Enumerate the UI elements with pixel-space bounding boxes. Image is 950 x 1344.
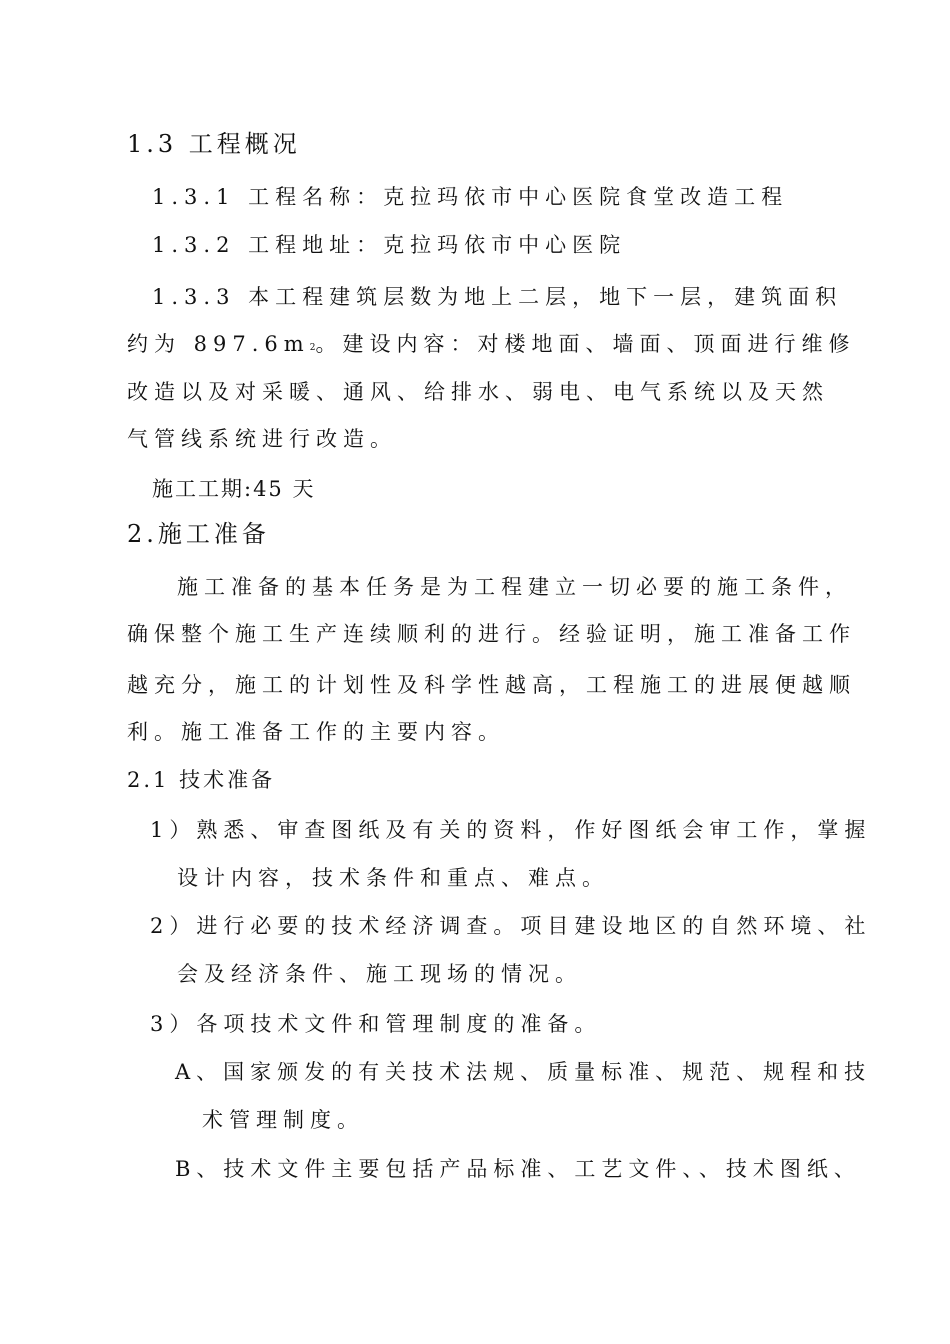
para-2-line-3: 越充分，施工的计划性及科学性越高，工程施工的进展便越顺 bbox=[127, 673, 856, 697]
para-2-line-2: 确保整个施工生产连续顺利的进行。经验证明，施工准备工作 bbox=[127, 622, 856, 646]
list-item-1-line-1: 1）熟悉、审查图纸及有关的资料，作好图纸会审工作，掌握 bbox=[150, 818, 872, 842]
list-item-3-line-1: 3）各项技术文件和管理制度的准备。 bbox=[150, 1012, 602, 1036]
item-1-3-3-line-3: 改造以及对采暖、通风、给排水、弱电、电气系统以及天然 bbox=[127, 380, 829, 404]
item-1-3-1: 1.3.1 工程名称：克拉玛依市中心医院食堂改造工程 bbox=[152, 185, 789, 209]
section-heading-1-3: 1.3 工程概况 bbox=[127, 130, 301, 158]
item-1-3-3-line-4: 气管线系统进行改造。 bbox=[127, 427, 397, 451]
item-1-3-3-area-superscript: 2 bbox=[309, 343, 316, 353]
list-item-2-line-2: 会及经济条件、施工现场的情况。 bbox=[177, 962, 582, 986]
para-2-line-4: 利。施工准备工作的主要内容。 bbox=[127, 720, 505, 744]
list-item-B-line-1: B、技术文件主要包括产品标准、工艺文件、、技术图纸、 bbox=[175, 1157, 861, 1181]
construction-period: 施工工期:45 天 bbox=[152, 477, 316, 501]
item-1-3-3-line-1: 1.3.3 本工程建筑层数为地上二层，地下一层，建筑面积 bbox=[152, 285, 843, 309]
item-1-3-2: 1.3.2 工程地址：克拉玛依市中心医院 bbox=[152, 233, 627, 257]
item-1-3-3-area-text: 约为 897.6m bbox=[127, 332, 310, 356]
section-heading-2-1: 2.1 技术准备 bbox=[127, 768, 276, 792]
para-2-line-1: 施工准备的基本任务是为工程建立一切必要的施工条件， bbox=[177, 575, 852, 599]
item-1-3-3-scope-text: 。建设内容：对楼地面、墙面、顶面进行维修 bbox=[315, 332, 856, 356]
section-heading-2: 2.施工准备 bbox=[127, 520, 270, 548]
item-1-3-3-line-2 bbox=[127, 330, 855, 362]
list-item-A-line-1: A、国家颁发的有关技术法规、质量标准、规范、规程和技 bbox=[175, 1060, 872, 1084]
list-item-2-line-1: 2）进行必要的技术经济调查。项目建设地区的自然环境、社 bbox=[150, 914, 872, 938]
list-item-1-line-2: 设计内容，技术条件和重点、难点。 bbox=[177, 866, 609, 890]
list-item-A-line-2: 术管理制度。 bbox=[202, 1108, 364, 1132]
